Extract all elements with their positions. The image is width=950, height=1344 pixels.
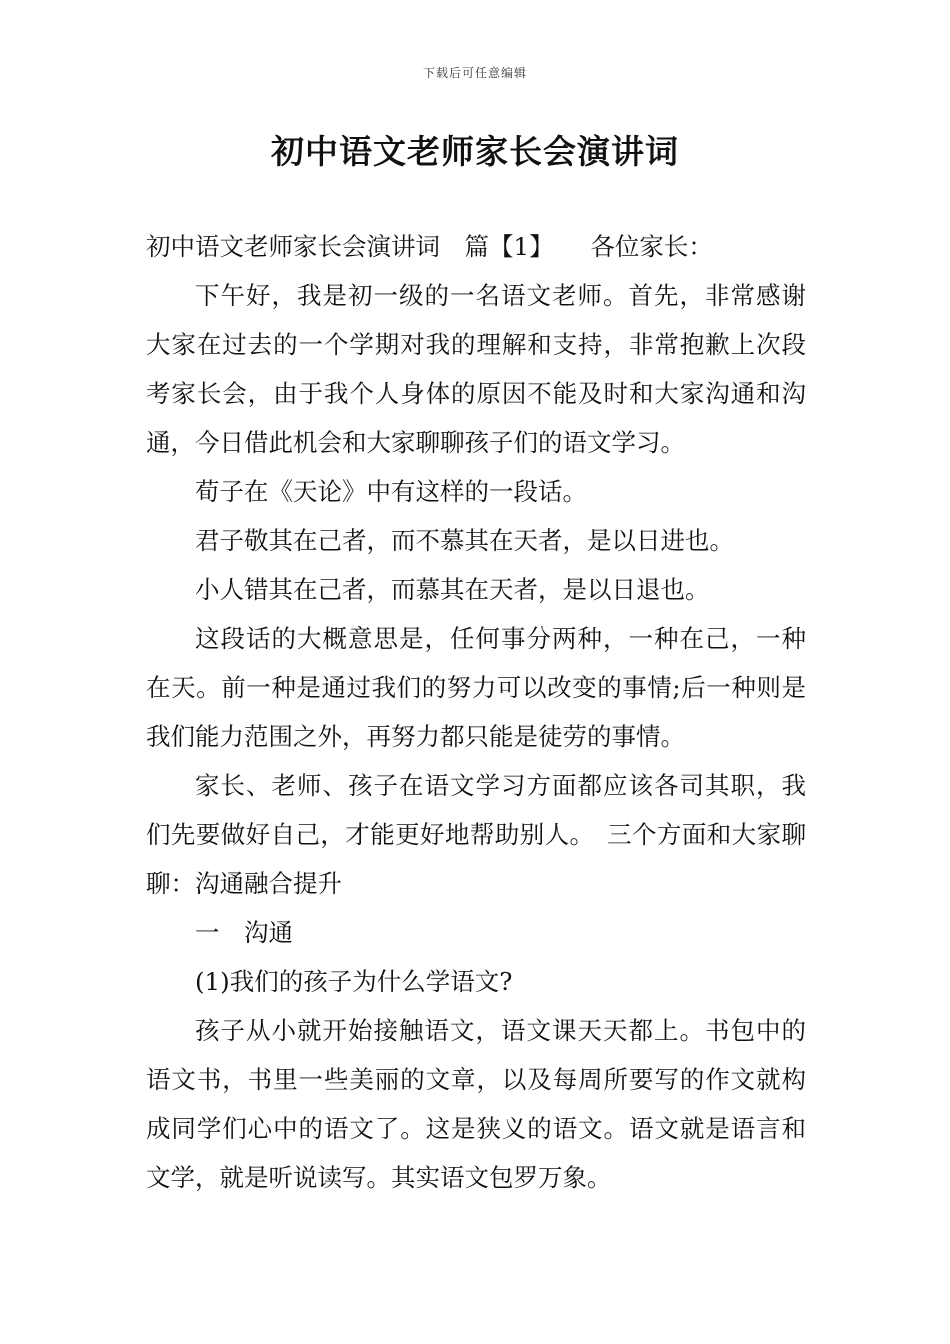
- paragraph: 孩子从小就开始接触语文，语文课天天都上。书包中的语文书，书里一些美丽的文章，以及每周所要写的作文就构成同学们心中的语文了。这是狭义的语文。语文就是语言和文学，就是听说读写。其实语文包罗万象。: [146, 1016, 806, 1192]
- paragraph: 下午好，我是初一级的一名语文老师。首先，非常感谢大家在过去的一个学期对我的理解和支持，非常抱歉上次段考家长会，由于我个人身体的原因不能及时和大家沟通和沟通，今日借此机会和大家聊聊孩子们的语文学习。: [146, 281, 806, 457]
- document-title: 初中语文老师家长会演讲词: [271, 132, 679, 171]
- paragraph: 家长、老师、孩子在语文学习方面都应该各司其职，我们先要做好自己，才能更好地帮助别人。 三个方面和大家聊聊：沟通融合提升: [146, 771, 806, 898]
- paragraph: 荀子在《天论》中有这样的一段话。: [195, 477, 587, 506]
- subsection-heading: (1)我们的孩子为什么学语文?: [195, 967, 513, 996]
- paragraph: 君子敬其在己者，而不慕其在天者，是以日进也。: [195, 526, 734, 555]
- section-heading: 一 沟通: [195, 918, 293, 947]
- paragraph-heading: 初中语文老师家长会演讲词 篇【1】 各位家长：: [146, 232, 713, 261]
- paragraph: 这段话的大概意思是，任何事分两种，一种在己，一种在天。前一种是通过我们的努力可以改变的事情;后一种则是我们能力范围之外，再努力都只能是徒劳的事情。: [146, 624, 806, 751]
- header-note: 下载后可任意编辑: [422, 66, 527, 80]
- paragraph: 小人错其在己者，而慕其在天者，是以日退也。: [195, 575, 710, 604]
- document-body: [146, 222, 806, 1202]
